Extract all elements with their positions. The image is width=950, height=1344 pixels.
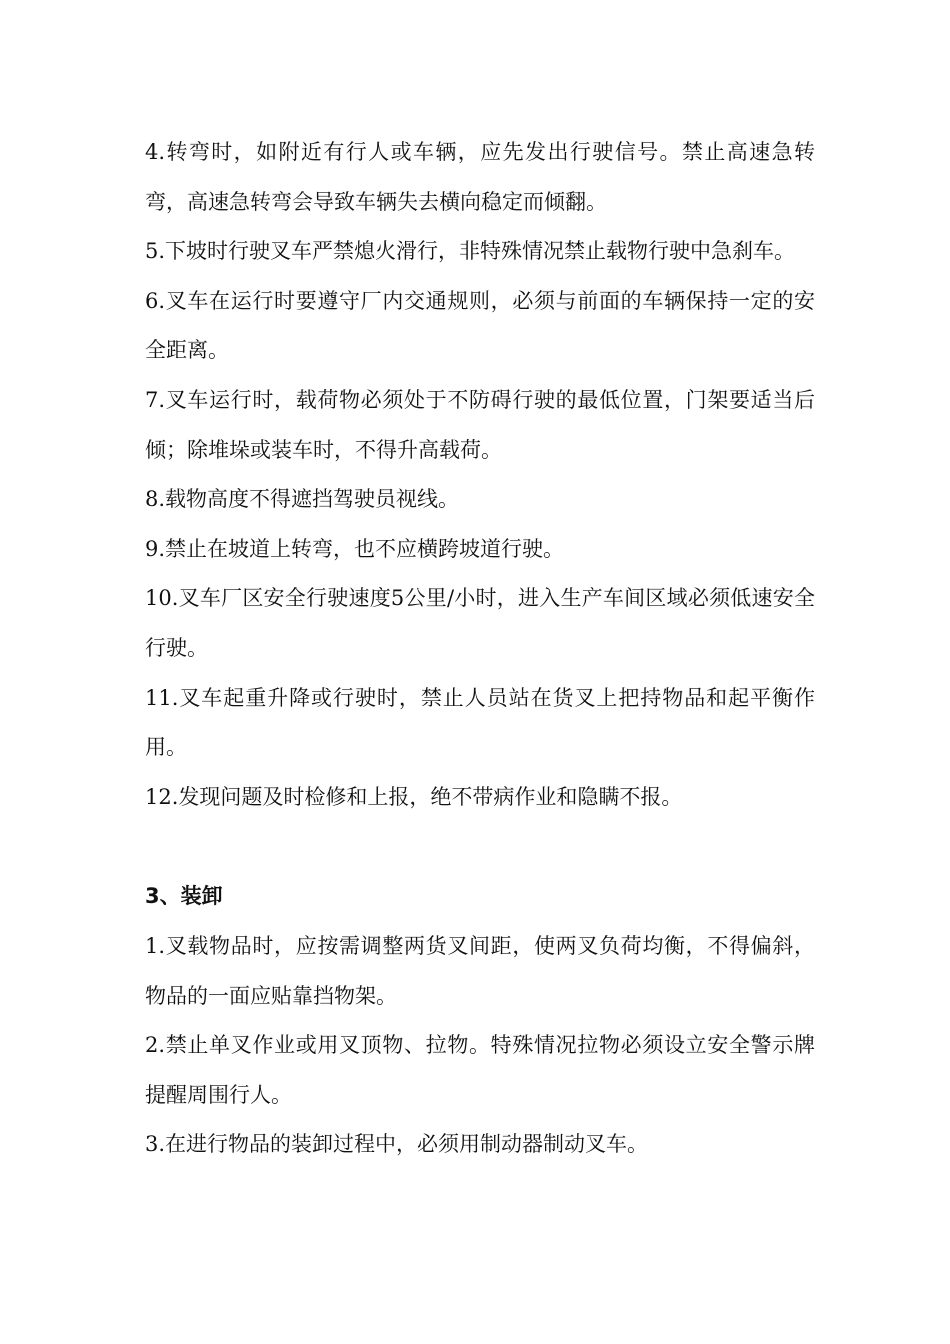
rule-item-11: 11.叉车起重升降或行驶时，禁止人员站在货叉上把持物品和起平衡作用。 (145, 685, 815, 760)
rule-item-7: 7.叉车运行时，载荷物必须处于不防碍行驶的最低位置，门架要适当后倾；除堆垛或装车时，不得升高载荷。 (145, 387, 815, 462)
rule-item-12: 12.发现问题及时检修和上报，绝不带病作业和隐瞒不报。 (145, 784, 683, 809)
rule-item-6: 6.叉车在运行时要遵守厂内交通规则，必须与前面的车辆保持一定的安全距离。 (145, 288, 815, 363)
rule-item-9: 9.禁止在坡道上转弯，也不应横跨坡道行驶。 (145, 536, 565, 561)
section-spacer (145, 822, 815, 872)
loading-rule-2: 2.禁止单叉作业或用叉顶物、拉物。特殊情况拉物必须设立安全警示牌提醒周围行人。 (145, 1033, 815, 1107)
rule-item-4: 4.转弯时，如附近有行人或车辆，应先发出行驶信号。禁止高速急转弯，高速急转弯会导致车辆失去横向稳定而倾翻。 (145, 140, 815, 214)
loading-rule-3: 3.在进行物品的装卸过程中，必须用制动器制动叉车。 (145, 1132, 649, 1157)
rule-item-8: 8.载物高度不得遮挡驾驶员视线。 (145, 487, 460, 512)
section-heading-loading: 3、装卸 (145, 884, 223, 909)
rule-item-5: 5.下坡时行驶叉车严禁熄火滑行，非特殊情况禁止载物行驶中急刹车。 (145, 239, 796, 264)
loading-rule-1: 1.叉载物品时，应按需调整两货叉间距，使两叉负荷均衡，不得偏斜，物品的一面应贴靠挡物架。 (145, 933, 815, 1008)
rule-item-10: 10.叉车厂区安全行驶速度5公里/小时，进入生产车间区域必须低速安全行驶。 (145, 586, 815, 660)
document-page (145, 128, 815, 1170)
